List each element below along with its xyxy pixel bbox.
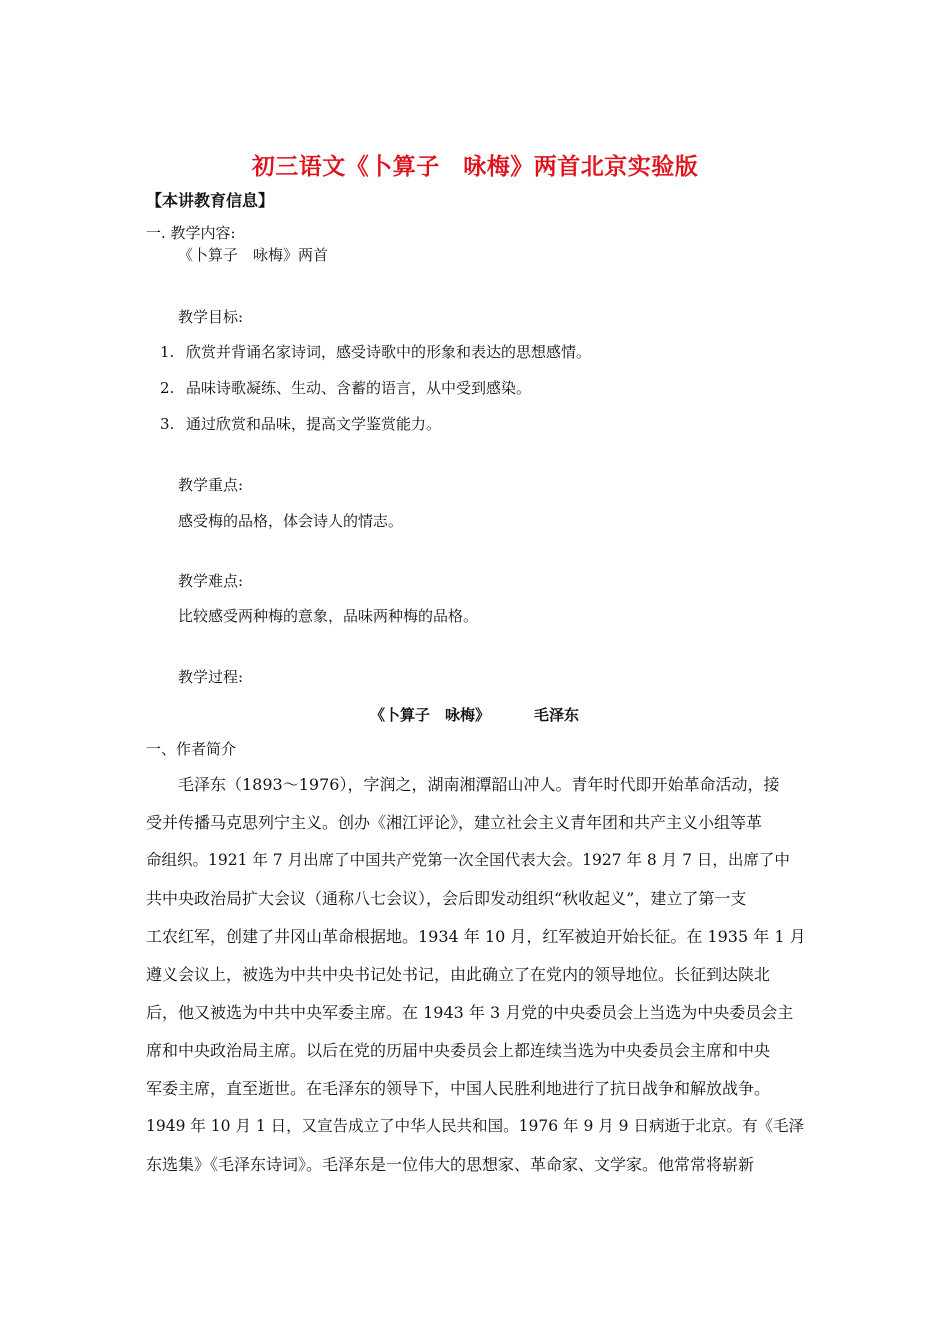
bio-line: 共中央政治局扩大会议（通称八七会议），会后即发动组织“秋收起义”，建立了第一支 xyxy=(146,889,747,908)
bio-line: 受并传播马克思列宁主义。创办《湘江评论》，建立社会主义青年团和共产主义小组等革 xyxy=(146,813,763,832)
bio-line: 东选集》《毛泽东诗词》。毛泽东是一位伟大的思想家、革命家、文学家。他常常将崭新 xyxy=(146,1155,755,1174)
bio-line: 命组织。1921 年 7 月出席了中国共产党第一次全国代表大会。1927 年 8 月 7 日，出席了中 xyxy=(146,851,790,869)
goal-item xyxy=(160,341,591,362)
poem-heading xyxy=(370,704,579,725)
bio-line: 后，他又被选为中共中央军委主席。在 1943 年 3 月党的中央委员会上当选为中央委员会主 xyxy=(146,1003,794,1022)
bio-line: 工农红军，创建了井冈山革命根据地。1934 年 10 月，红军被迫开始长征。在 1935 年 1 月 xyxy=(146,927,806,946)
content-heading: 一. 教学内容: xyxy=(146,224,236,242)
goal-number: 3. xyxy=(160,415,175,433)
poem-author: 毛泽东 xyxy=(534,706,580,724)
goal-item xyxy=(160,377,531,398)
goal-text: 通过欣赏和品味，提高文学鉴赏能力。 xyxy=(186,415,442,433)
difficulty-heading: 教学难点: xyxy=(178,572,244,590)
goal-item xyxy=(160,413,441,434)
info-header: 【本讲教育信息】 xyxy=(146,191,275,210)
bio-line: 遵义会议上，被选为中共中央书记处书记，由此确立了在党内的领导地位。长征到达陕北 xyxy=(146,965,771,984)
goals-heading: 教学目标: xyxy=(178,308,244,326)
goal-text: 品味诗歌凝练、生动、含蓄的语言，从中受到感染。 xyxy=(186,379,532,397)
bio-line: 毛泽东（1893～1976），字润之，湖南湘潭韶山冲人。青年时代即开始革命活动，接 xyxy=(146,775,780,794)
section-heading: 一、作者简介 xyxy=(146,740,237,758)
bio-line: 席和中央政治局主席。以后在党的历届中央委员会上都连续当选为中央委员会主席和中央 xyxy=(146,1041,771,1060)
goal-number: 2. xyxy=(160,379,175,397)
goal-text: 欣赏并背诵名家诗词，感受诗歌中的形象和表达的思想感情。 xyxy=(186,343,592,361)
bio-line: 1949 年 10 月 1 日，又宣告成立了中华人民共和国。1976 年 9 月 9 日病逝于北京。有《毛泽 xyxy=(146,1117,804,1135)
process-heading: 教学过程: xyxy=(178,668,244,686)
bio-line: 军委主席，直至逝世。在毛泽东的领导下，中国人民胜利地进行了抗日战争和解放战争。 xyxy=(146,1079,771,1098)
goal-number: 1. xyxy=(160,343,175,361)
key-text: 感受梅的品格，体会诗人的情志。 xyxy=(178,512,404,530)
content-text: 《卜算子 咏梅》两首 xyxy=(178,246,329,264)
document-title: 初三语文《卜算子 咏梅》两首北京实验版 xyxy=(251,153,699,180)
difficulty-text: 比较感受两种梅的意象，品味两种梅的品格。 xyxy=(178,607,479,625)
poem-title: 《卜算子 咏梅》 xyxy=(370,706,491,724)
key-heading: 教学重点: xyxy=(178,476,244,494)
